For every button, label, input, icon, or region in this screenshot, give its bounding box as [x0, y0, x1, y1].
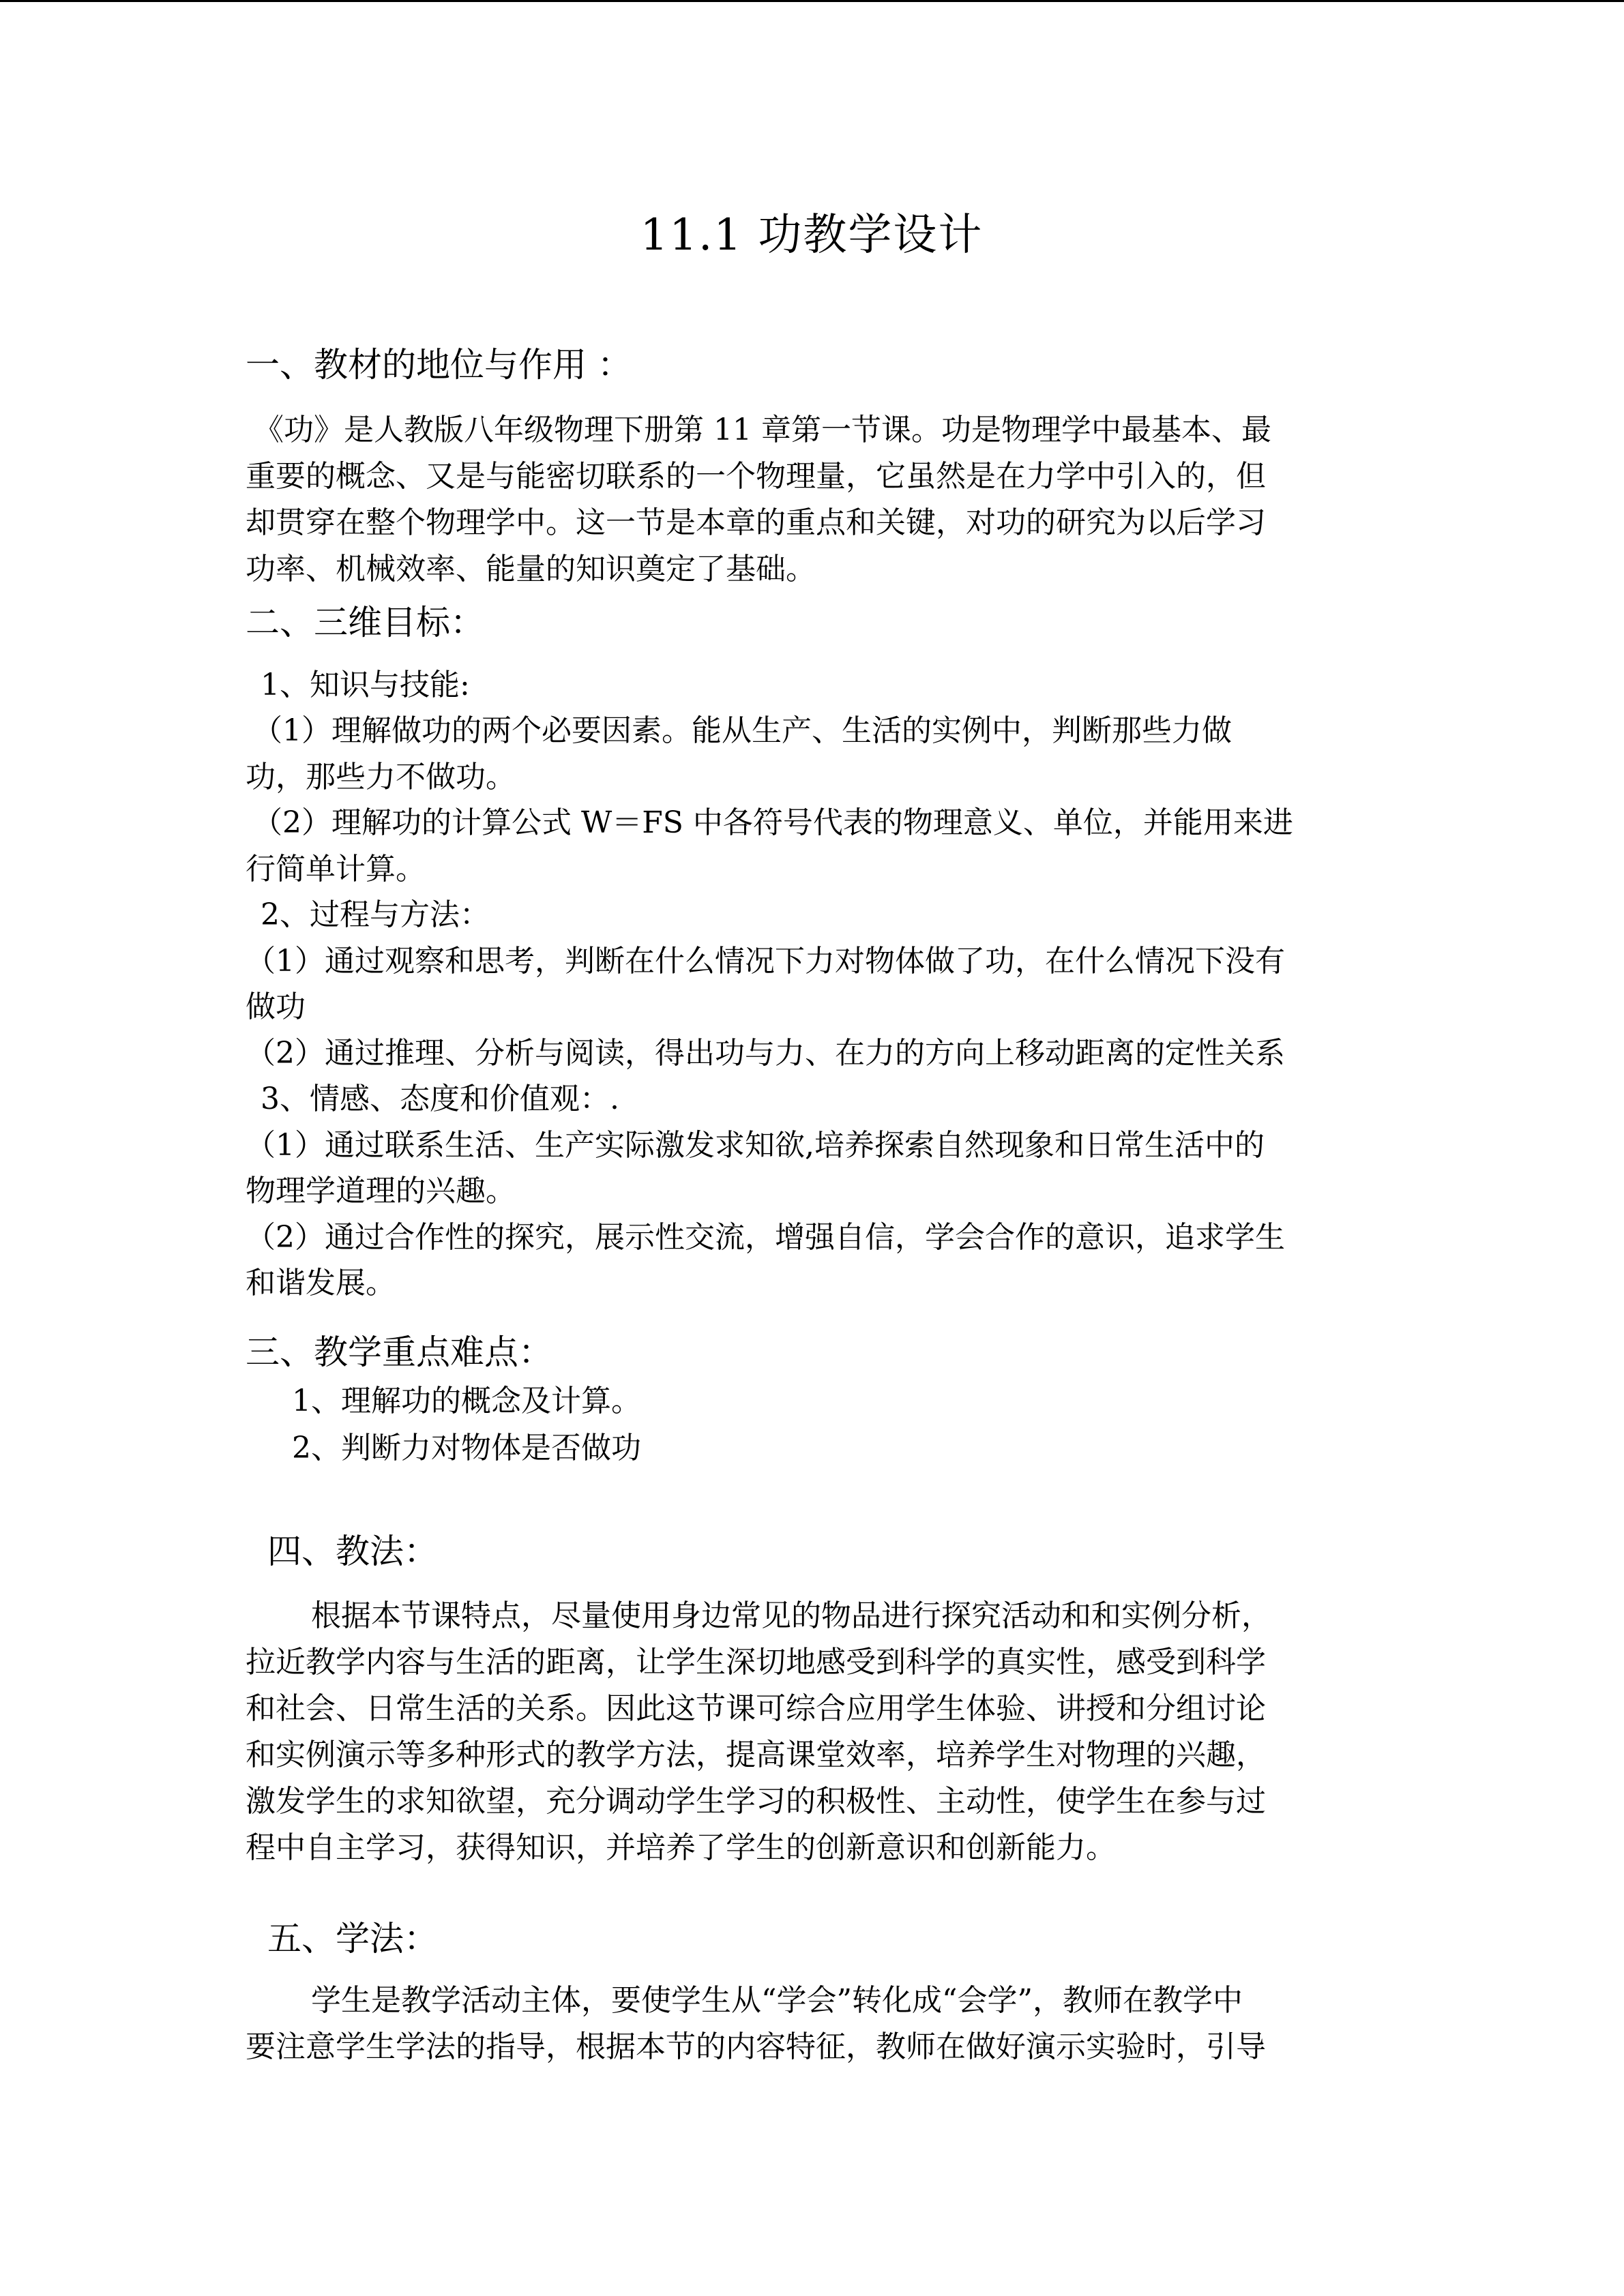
section3-heading: 三、教学重点难点：: [246, 1332, 552, 1372]
section4-line: 根据本节课特点，尽量使用身边常见的物品进行探究活动和和实例分析，: [311, 1598, 1271, 1633]
key-point-item: 2、判断力对物体是否做功: [292, 1431, 641, 1465]
process-methods-title: 2、过程与方法：: [261, 897, 490, 932]
section5-heading: 五、学法：: [267, 1919, 438, 1958]
section1-line: 却贯穿在整个物理学中。这一节是本章的重点和关键，对功的研究为以后学习: [246, 505, 1266, 540]
page-top-border: [0, 0, 1624, 2]
section5-line: 学生是教学活动主体，要使学生从“学会”转化成“会学”，教师在教学中: [311, 1983, 1243, 2018]
section1-line: 功率、机械效率、能量的知识奠定了基础。: [246, 552, 816, 586]
section1-paragraph: [246, 407, 1378, 593]
section4-line: 拉近教学内容与生活的距离，让学生深切地感受到科学的真实性，感受到科学: [246, 1645, 1266, 1680]
section2-heading: 二、三维目标：: [246, 603, 484, 642]
knowledge-skills-title: 1、知识与技能:: [261, 668, 470, 702]
key-point-item: 1、理解功的概念及计算。: [292, 1384, 641, 1418]
emotion-item-1-line: 物理学道理的兴趣。: [246, 1174, 516, 1208]
knowledge-item-2-line: 行简单计算。: [246, 852, 426, 886]
section4-line: 和实例演示等多种形式的教学方法，提高课堂效率，培养学生对物理的兴趣，: [246, 1738, 1266, 1772]
emotion-item-1-line: （1）通过联系生活、生产实际激发求知欲,培养探索自然现象和日常生活中的: [246, 1128, 1265, 1163]
process-item-1-line: （1）通过观察和思考，判断在什么情况下力对物体做了功，在什么情况下没有: [246, 944, 1285, 979]
emotion-item-2-line: （2）通过合作性的探究，展示性交流，增强自信，学会合作的意识，追求学生: [246, 1220, 1285, 1255]
section4-line: 激发学生的求知欲望，充分调动学生学习的积极性、主动性，使学生在参与过: [246, 1784, 1266, 1819]
section5-line: 要注意学生学法的指导，根据本节的内容特征，教师在做好演示实验时，引导: [246, 2029, 1266, 2064]
knowledge-item-1-line: 功，那些力不做功。: [246, 760, 516, 794]
section4-line: 和社会、日常生活的关系。因此这节课可综合应用学生体验、讲授和分组讨论: [246, 1691, 1266, 1726]
process-item-2-line: （2）通过推理、分析与阅读，得出功与力、在力的方向上移动距离的定性关系: [246, 1036, 1285, 1071]
document-title: 11.1 功教学设计: [640, 210, 984, 260]
section1-heading: 一、教材的地位与作用 ：: [246, 345, 632, 385]
section5-paragraph: [246, 1978, 1378, 2070]
section4-line: 程中自主学习，获得知识，并培养了学生的创新意识和创新能力。: [246, 1830, 1116, 1865]
section4-heading: 四、教法：: [267, 1532, 438, 1571]
section4-paragraph: [246, 1593, 1378, 1871]
emotion-values-title: 3、情感、态度和价值观：.: [261, 1082, 619, 1116]
section1-line: 《功》是人教版八年级物理下册第 11 章第一节课。功是物理学中最基本、最: [254, 413, 1271, 447]
knowledge-item-2-line: （2）理解功的计算公式 W＝FS 中各符号代表的物理意义、单位，并能用来进: [252, 805, 1293, 840]
process-item-1-line: 做功: [246, 989, 306, 1024]
emotion-item-2-line: 和谐发展。: [246, 1266, 396, 1300]
knowledge-item-1-line: （1）理解做功的两个必要因素。能从生产、生活的实例中，判断那些力做: [252, 713, 1232, 748]
section1-line: 重要的概念、又是与能密切联系的一个物理量，它虽然是在力学中引入的，但: [246, 459, 1266, 494]
